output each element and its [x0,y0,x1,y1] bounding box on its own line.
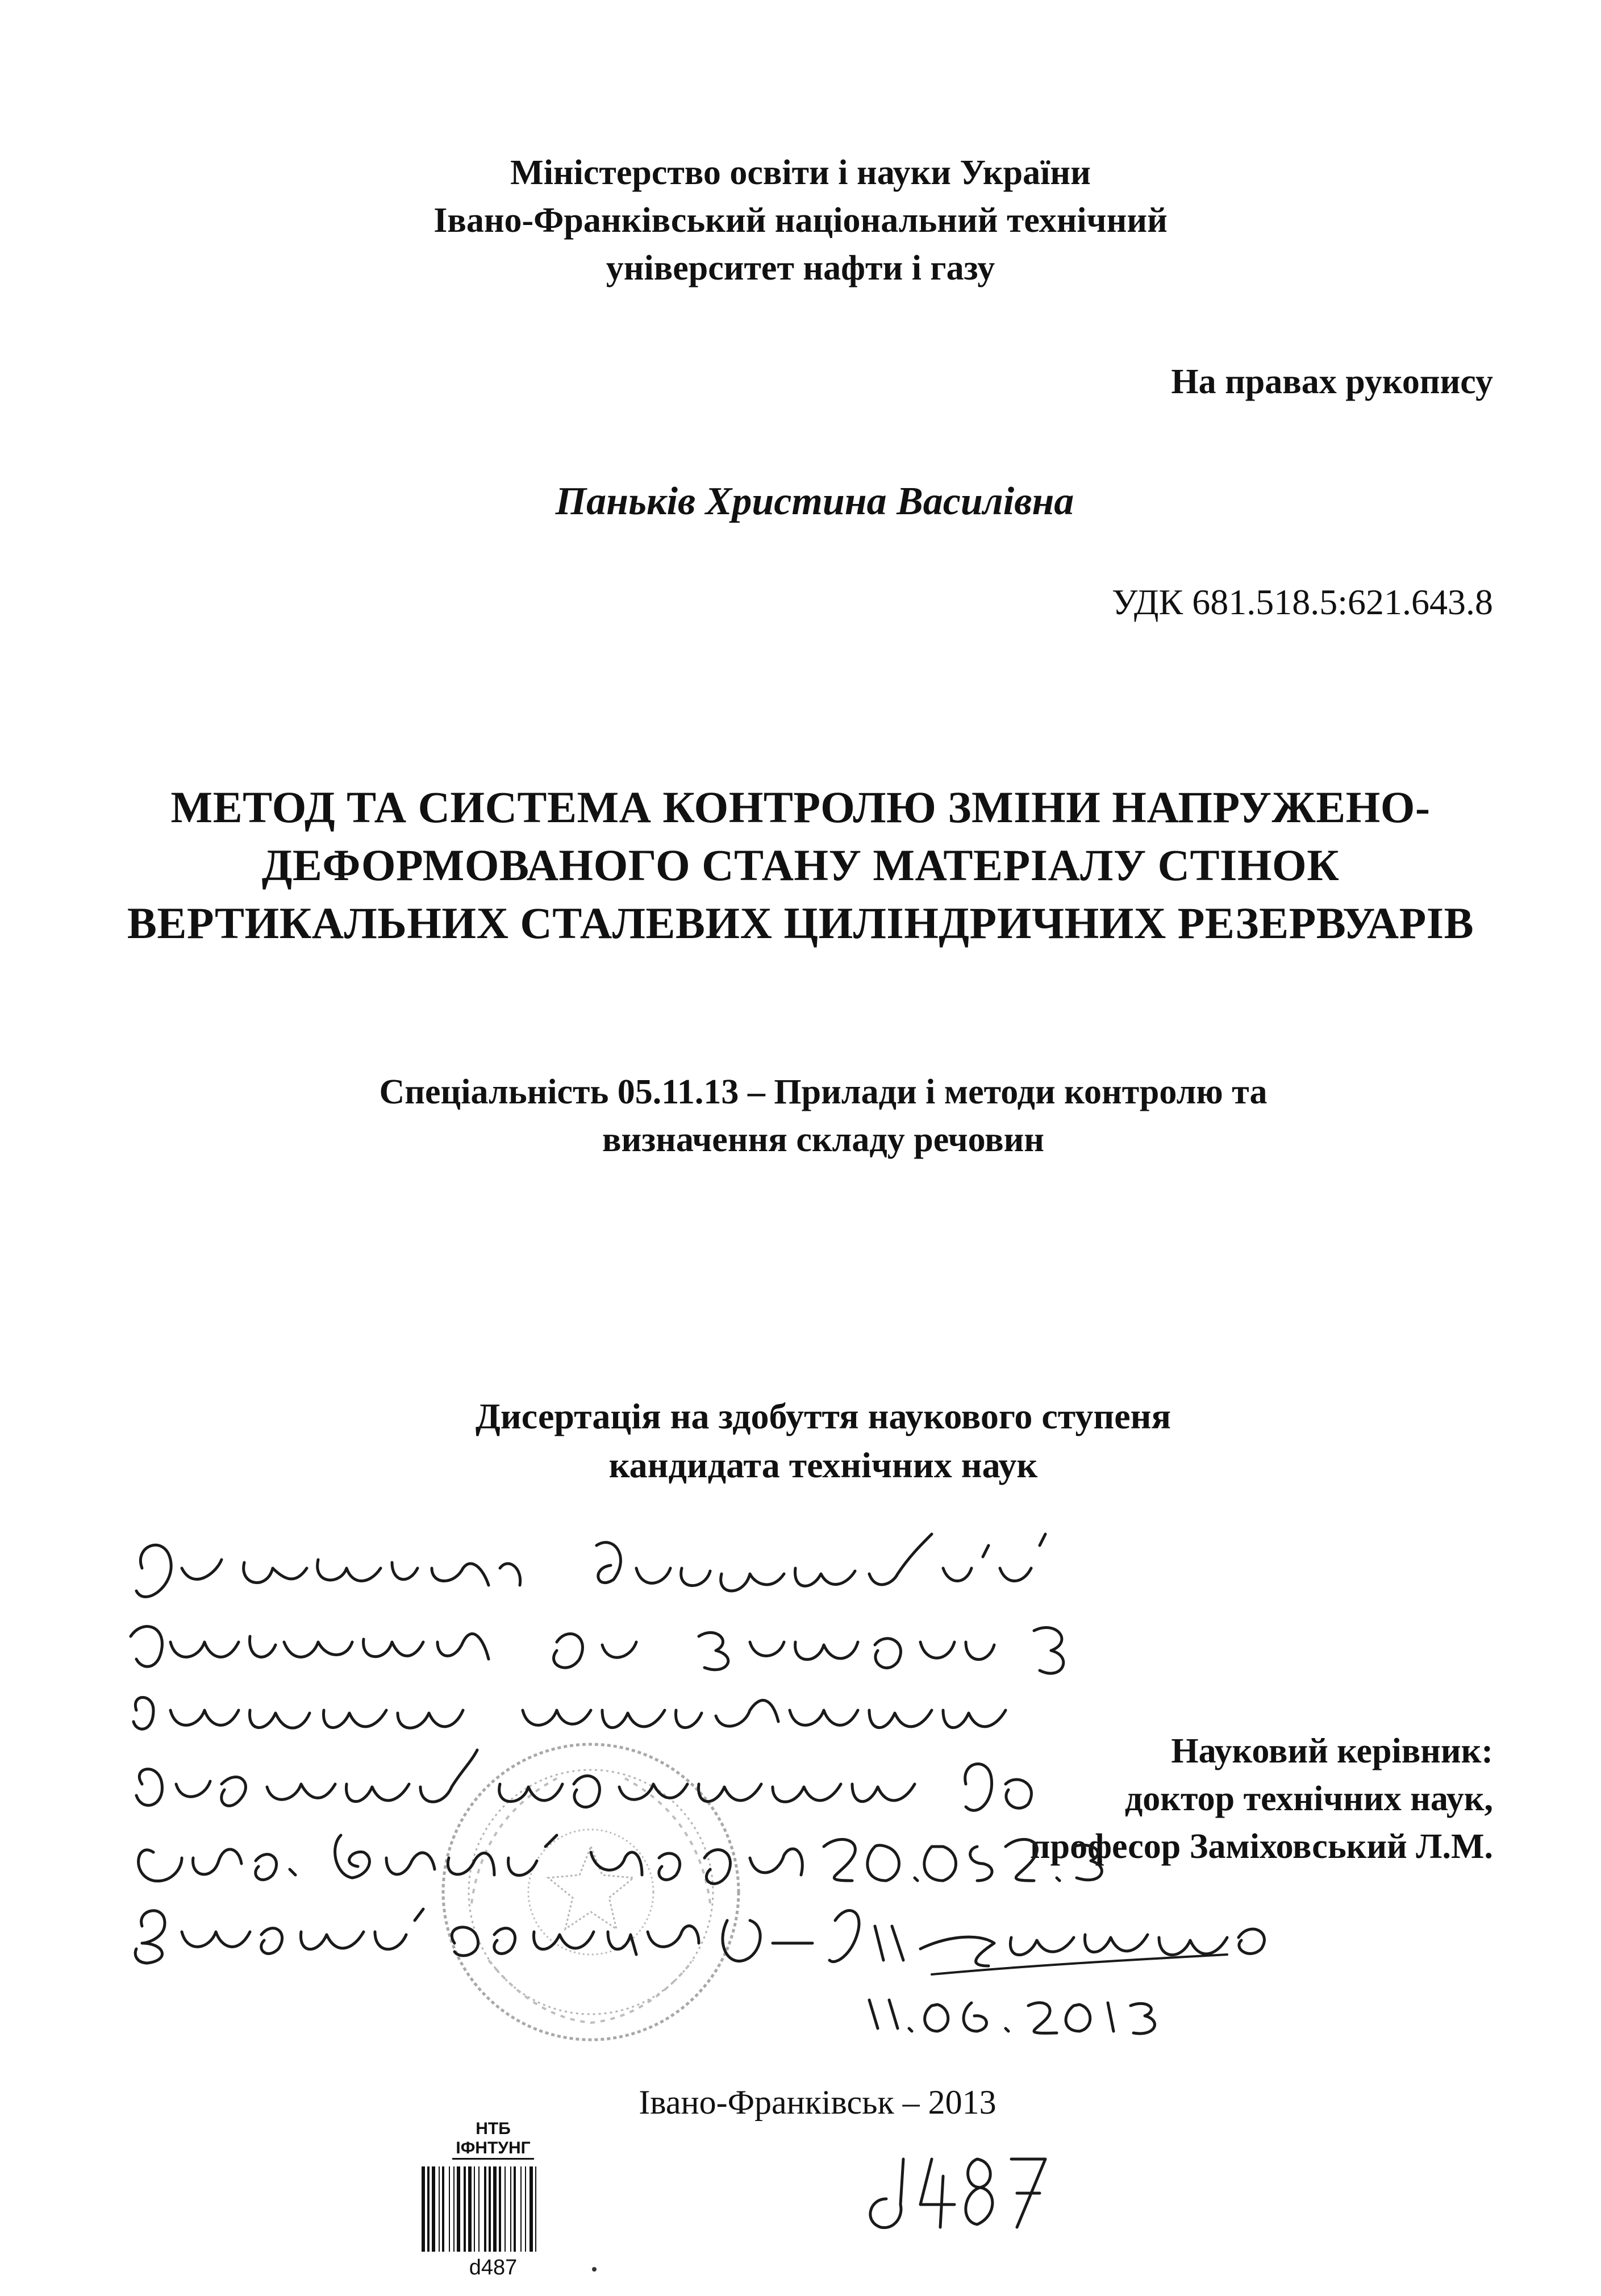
dissertation-title [0,778,1601,952]
barcode-bar [478,2166,480,2252]
ministry-header [0,149,1601,292]
barcode-bar [442,2166,444,2252]
degree-line: Дисертація на здобуття наукового ступеня [475,1396,1171,1436]
barcode-bar [530,2166,533,2252]
barcode-bar [525,2166,526,2252]
manuscript-note: На правах рукопису [1171,362,1493,401]
official-seal-icon [432,1733,750,2051]
specialty-line: Спеціальність 05.11.13 – Прилади і методи контролю та [379,1073,1268,1111]
barcode-bar [493,2166,497,2252]
supervisor-name: професор Заміховський Л.М. [1029,1827,1493,1866]
barcode-bar [439,2166,440,2252]
library-stamp [408,2119,578,2280]
barcode-bar [453,2166,455,2252]
barcode-bar [468,2166,472,2252]
supervisor-block [1030,1727,1493,1870]
city-year: Івано-Франківськ – 2013 [639,2084,997,2121]
barcode-bar [432,2166,435,2252]
barcode-bar [535,2166,536,2252]
title-line: ДЕФОРМОВАНОГО СТАНУ МАТЕРІАЛУ СТІНОК [261,840,1340,890]
ministry-line: Міністерство освіти і науки України [510,153,1091,192]
degree-statement [0,1392,1601,1490]
barcode-bar [422,2166,425,2252]
barcode-bar [505,2166,506,2252]
specialty [0,1068,1601,1164]
barcode-bar [474,2166,475,2252]
barcode-bar [464,2166,466,2252]
supervisor-degree: доктор технічних наук, [1124,1780,1493,1818]
barcode-bar [499,2166,501,2252]
barcode-icon [419,2166,567,2252]
title-line: ВЕРТИКАЛЬНИХ СТАЛЕВИХ ЦИЛІНДРИЧНИХ РЕЗЕРВУАРІВ [127,898,1474,948]
specialty-line: визначення складу речовин [602,1120,1045,1159]
barcode-bar [520,2166,522,2252]
library-name: НТБ [476,2119,511,2138]
university-line-1: Івано-Франківський національний технічний [433,201,1168,240]
title-line: МЕТОД ТА СИСТЕМА КОНТРОЛЮ ЗМІНИ НАПРУЖЕНО- [170,782,1431,832]
author-name: Паньків Христина Василівна [555,480,1074,523]
library-code: d487 [469,2256,518,2280]
barcode-bar [449,2166,450,2252]
barcode-bar [427,2166,430,2252]
ink-dot [592,2267,597,2272]
barcode-bar [489,2166,491,2252]
barcode-bar [514,2166,516,2252]
degree-line: кандидата технічних наук [608,1445,1038,1485]
barcode-bar [457,2166,460,2252]
library-university: ІФНТУНГ [452,2139,533,2160]
supervisor-label: Науковий керівник: [1171,1732,1493,1770]
university-line-2: університет нафти і газу [606,249,995,287]
udk-code: УДК 681.518.5:621.643.8 [1112,582,1493,622]
barcode-bar [510,2166,511,2252]
barcode-bar [484,2166,486,2252]
